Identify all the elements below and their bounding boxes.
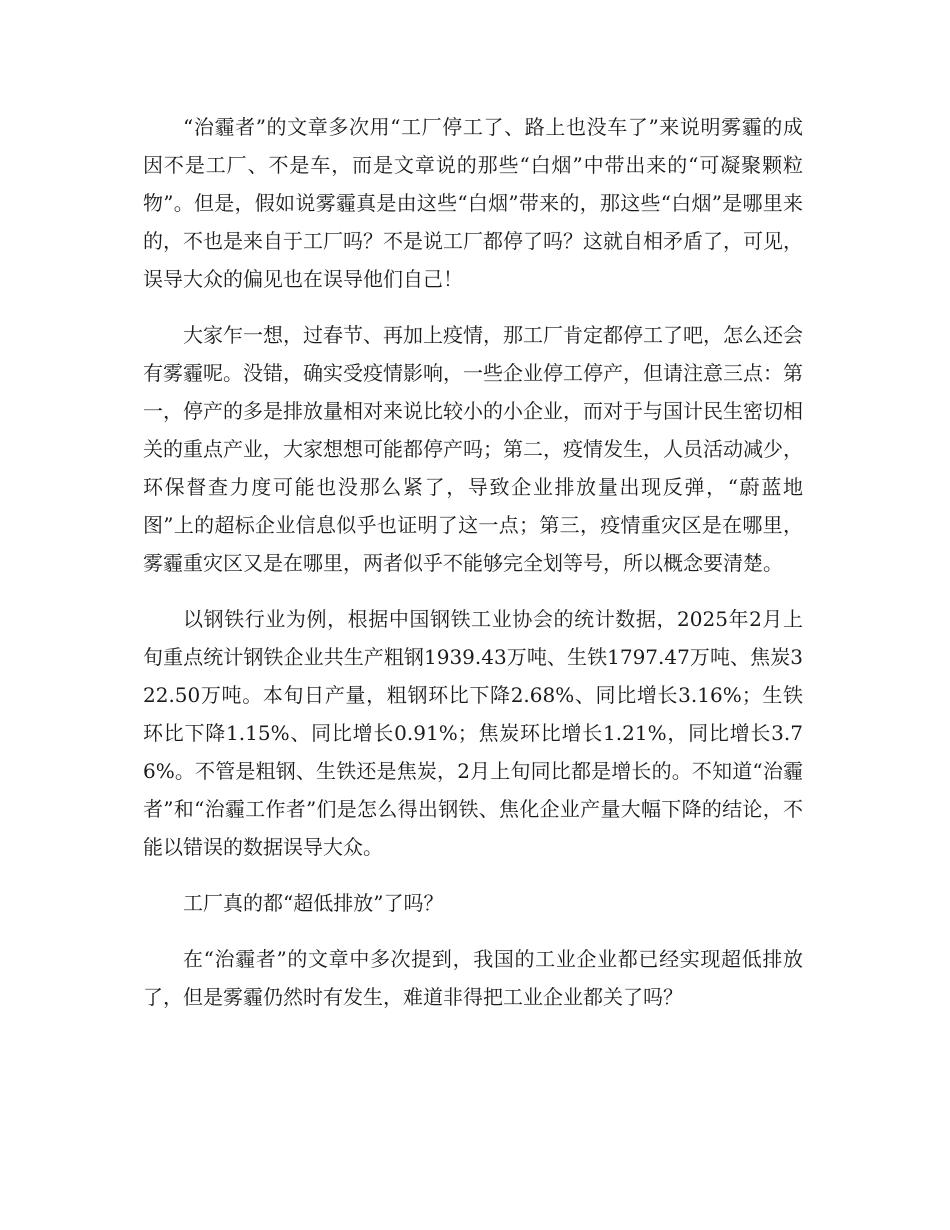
paragraph-2: 大家乍一想，过春节、再加上疫情，那工厂肯定都停工了吧，怎么还会有雾霾呢。没错，确实受疫情影响，一些企业停工停产，但请注意三点：第一，停产的多是排放量相对来说比较小的小企业，而对于与国计民生密切相关的重点产业，大家想想可能都停产吗；第二，疫情发生，人员活动减少，环保督查力度可能也没那么紧了，导致企业排放量出现反弹，“蔚蓝地图”上的超标企业信息似乎也证明了这一点；第三，疫情重灾区是在哪里，雾霾重灾区又是在哪里，两者似乎不能够完全划等号，所以概念要清楚。	[143, 323, 803, 575]
section-heading: 工厂真的都“超低排放”了吗？	[183, 891, 444, 915]
paragraph-4: 在“治霾者”的文章中多次提到，我国的工业企业都已经实现超低排放了，但是雾霾仍然时有发生，难道非得把工业企业都关了吗？	[143, 947, 803, 1009]
paragraph-1: “治霾者”的文章多次用“工厂停工了、路上也没车了”来说明雾霾的成因不是工厂、不是车，而是文章说的那些“白烟”中带出来的“可凝聚颗粒物”。但是，假如说雾霾真是由这些“白烟”带来的，那这些“白烟”是哪里来的，不也是来自于工厂吗？不是说工厂都停了吗？这就自相矛盾了，可见，误导大众的偏见也在误导他们自己！	[143, 115, 803, 291]
document-body	[143, 108, 803, 1034]
paragraph-3: 以钢铁行业为例，根据中国钢铁工业协会的统计数据，2025年2月上旬重点统计钢铁企业共生产粗钢1939.43万吨、生铁1797.47万吨、焦炭322.50万吨。本旬日产量，粗钢环比下降2.68%、同比增长3.16%；生铁环比下降1.15%、同比增长0.91%；焦炭环比增长1.21%，同比增长3.76%。不管是粗钢、生铁还是焦炭，2月上旬同比都是增长的。不知道“治霾者”和“治霾工作者”们是怎么得出钢铁、焦化企业产量大幅下降的结论，不能以错误的数据误导大众。	[143, 607, 803, 859]
